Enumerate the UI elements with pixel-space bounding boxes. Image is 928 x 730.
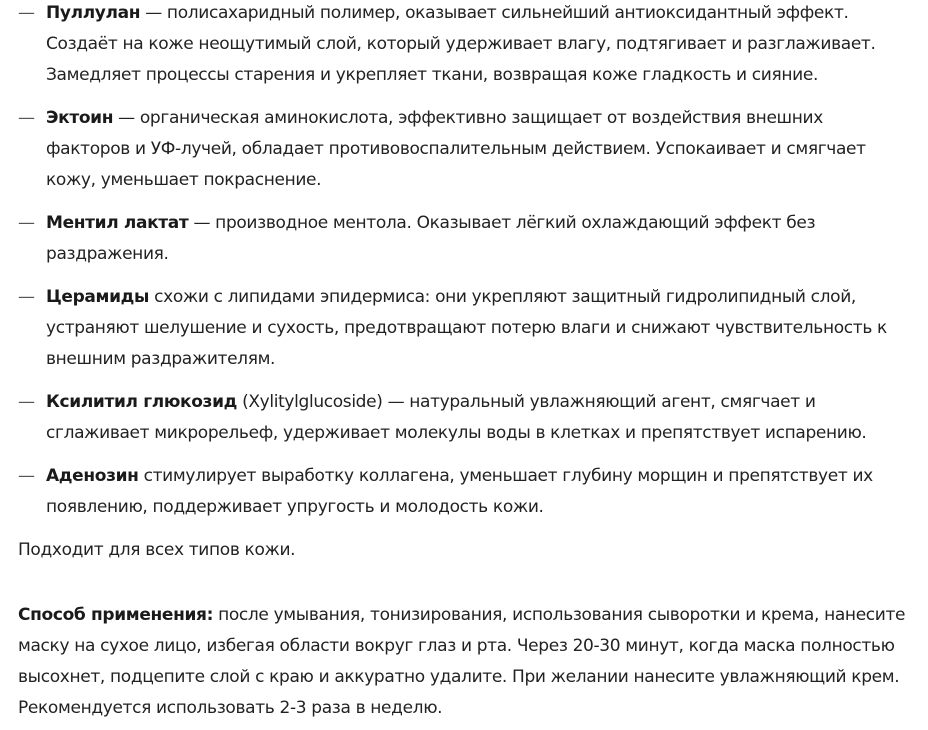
list-dash: — (18, 108, 35, 128)
usage-label: Способ применения: (18, 605, 214, 625)
ingredient-name: Эктоин (46, 108, 114, 128)
ingredient-name: Ксилитил глюкозид (46, 392, 238, 412)
list-dash: — (18, 466, 35, 486)
list-dash: — (18, 287, 35, 307)
ingredient-item (18, 282, 908, 375)
ingredient-item (18, 461, 908, 523)
ingredient-item (18, 103, 908, 196)
product-description (18, 0, 908, 724)
ingredient-item (18, 208, 908, 270)
skin-type-note: Подходит для всех типов кожи. (18, 540, 296, 560)
ingredient-description: стимулирует выработку коллагена, уменьшает глубину морщин и препятствует их появлению, поддерживает упругость и молодость кожи. (46, 466, 873, 517)
ingredient-name: Церамиды (46, 287, 150, 307)
list-dash: — (18, 392, 35, 412)
ingredient-description: — полисахаридный полимер, оказывает сильнейший антиоксидантный эффект. Создаёт на коже неощутимый слой, который удерживает влагу, подтягивает и разглаживает. Замедляет процессы старения и укрепляет ткани, возвращая коже гладкость и сияние. (46, 3, 876, 85)
list-dash: — (18, 213, 35, 233)
ingredient-name: Ментил лактат (46, 213, 189, 233)
ingredient-list (18, 0, 908, 523)
usage-instructions (18, 600, 908, 724)
ingredient-description: схожи с липидами эпидермиса: они укрепляют защитный гидролипидный слой, устраняют шелушение и сухость, предотвращают потерю влаги и снижают чувствительность к внешним раздражителям. (46, 287, 887, 369)
ingredient-name: Аденозин (46, 466, 139, 486)
ingredient-description: — производное ментола. Оказывает лёгкий охлаждающий эффект без раздражения. (46, 213, 816, 264)
ingredient-name: Пуллулан (46, 3, 141, 23)
ingredient-description: (Xylitylglucoside) — натуральный увлажняющий агент, смягчает и сглаживает микрорельеф, удерживает молекулы воды в клетках и препятствует испарению. (46, 392, 867, 443)
list-dash: — (18, 3, 35, 23)
ingredient-description: — органическая аминокислота, эффективно защищает от воздействия внешних факторов и УФ-лучей, обладает противовоспалительным действием. Успокаивает и смягчает кожу, уменьшает покраснение. (46, 108, 866, 190)
ingredient-item (18, 387, 908, 449)
ingredient-item (18, 0, 908, 91)
usage-text: после умывания, тонизирования, использования сыворотки и крема, нанесите маску на сухое лицо, избегая области вокруг глаз и рта. Через 20-30 минут, когда маска полностью высохнет, подцепите слой с краю и аккуратно удалите. При желании нанесите увлажняющий крем. Рекомендуется использовать 2-3 раза в неделю. (18, 605, 906, 718)
